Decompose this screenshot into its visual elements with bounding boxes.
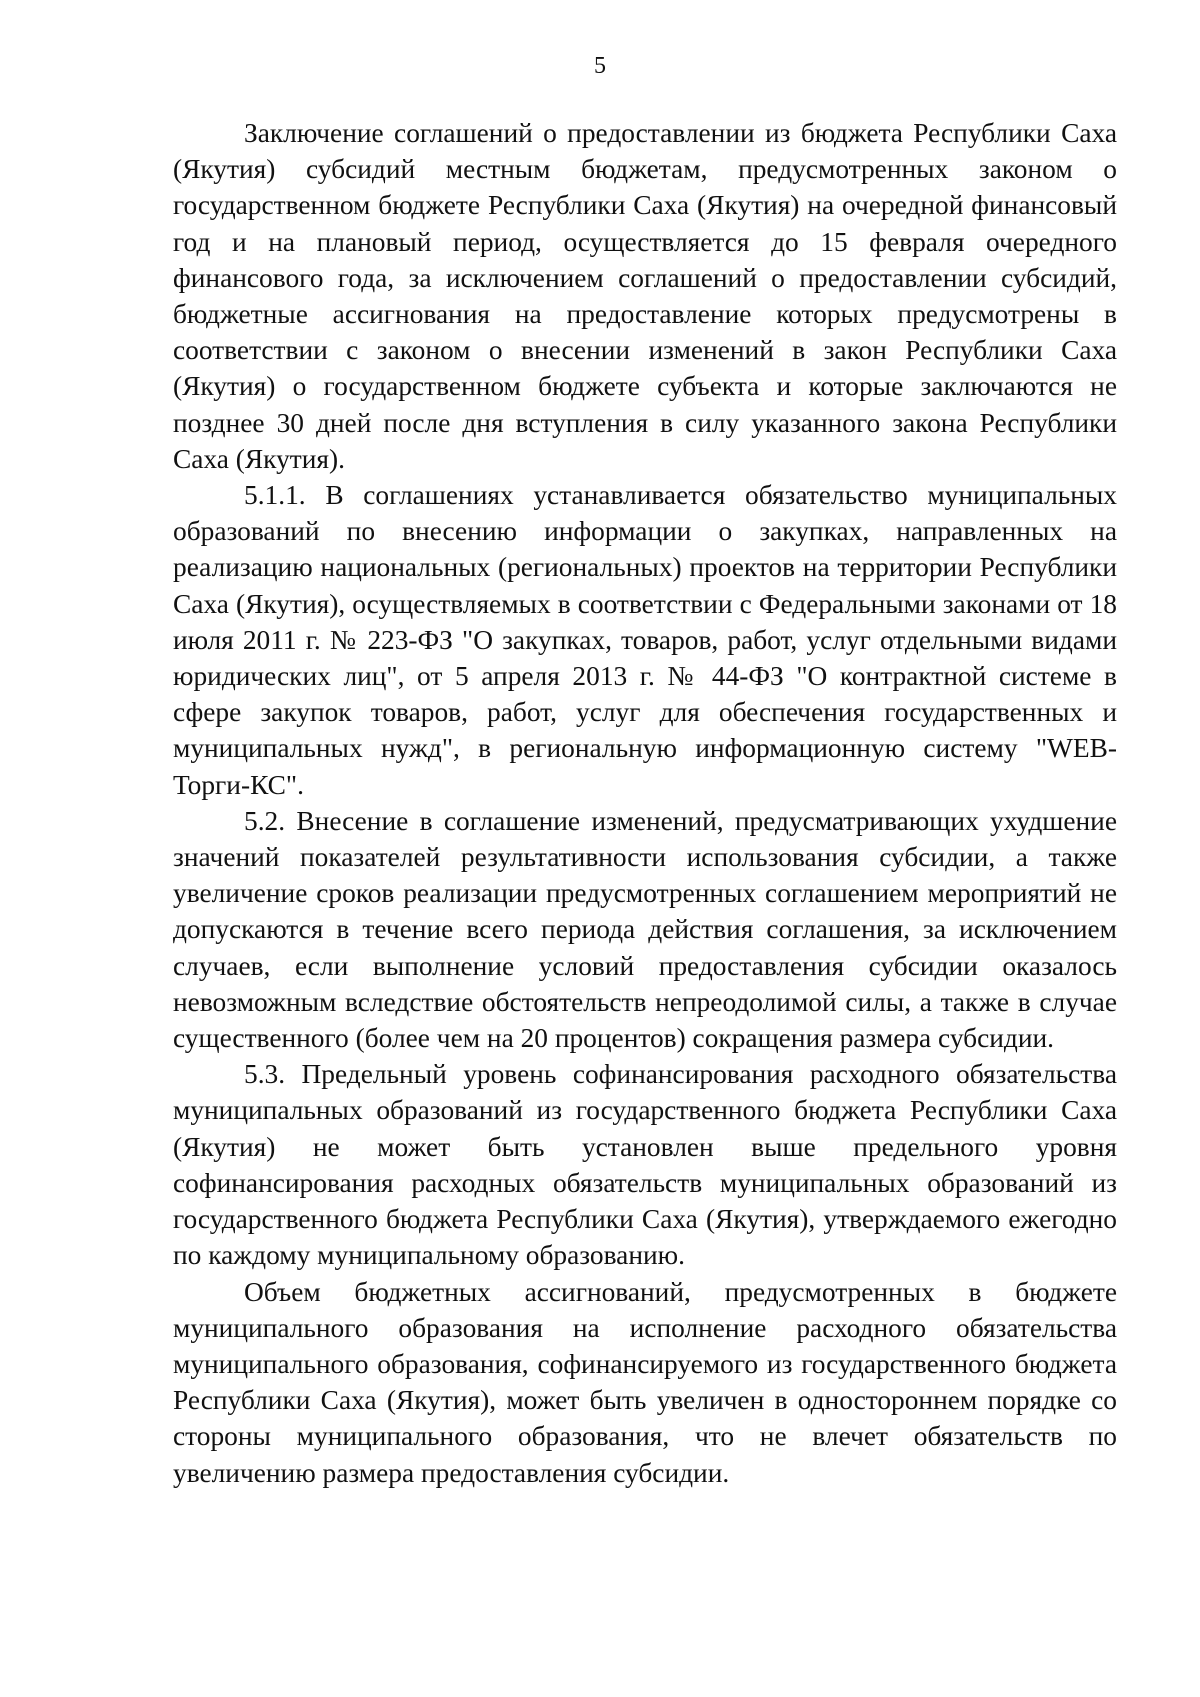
page-number: 5 bbox=[594, 53, 606, 79]
document-body bbox=[173, 115, 1117, 1491]
paragraph-5-1-1: 5.1.1. В соглашениях устанавливается обязательство муниципальных образований по внесению информации о закупках, направленных на реализацию национальных (региональных) проектов на территории Республики Саха (Якутия), осуществляемых в соответствии с Федеральными законами от 18 июля 2011 г. № 223-ФЗ "О закупках, товаров, работ, услуг отдельными видами юридических лиц", от 5 апреля 2013 г. № 44-ФЗ "О контрактной системе в сфере закупок товаров, работ, услуг для обеспечения государственных и муниципальных нужд", в региональную информационную систему "WEB-Торги-КС". bbox=[173, 480, 1117, 800]
paragraph-5-2: 5.2. Внесение в соглашение изменений, предусматривающих ухудшение значений показателей результативности использования субсидии, а также увеличение сроков реализации предусмотренных соглашением мероприятий не допускаются в течение всего периода действия соглашения, за исключением случаев, если выполнение условий предоставления субсидии оказалось невозможным вследствие обстоятельств непреодолимой силы, а также в случае существенного (более чем на 20 процентов) сокращения размера субсидии. bbox=[173, 805, 1117, 1054]
paragraph-agreement-conclusion: Заключение соглашений о предоставлении из бюджета Республики Саха (Якутия) субсидий местным бюджетам, предусмотренных законом о государственном бюджете Республики Саха (Якутия) на очередной финансовый год и на плановый период, осуществляется до 15 февраля очередного финансового года, за исключением соглашений о предоставлении субсидий, бюджетные ассигнования на предоставление которых предусмотрены в соответствии с законом о внесении изменений в закон Республики Саха (Якутия) о государственном бюджете субъекта и которые заключаются не позднее 30 дней после дня вступления в силу указанного закона Республики Саха (Якутия). bbox=[173, 118, 1117, 474]
paragraph-budget-allocations: Объем бюджетных ассигнований, предусмотренных в бюджете муниципального образования на исполнение расходного обязательства муниципального образования, софинансируемого из государственного бюджета Республики Саха (Якутия), может быть увеличен в одностороннем порядке со стороны муниципального образования, что не влечет обязательств по увеличению размера предоставления субсидии. bbox=[173, 1276, 1117, 1488]
paragraph-5-3: 5.3. Предельный уровень софинансирования расходного обязательства муниципальных образований из государственного бюджета Республики Саха (Якутия) не может быть установлен выше предельного уровня софинансирования расходных обязательств муниципальных образований из государственного бюджета Республики Саха (Якутия), утверждаемого ежегодно по каждому муниципальному образованию. bbox=[173, 1059, 1117, 1271]
